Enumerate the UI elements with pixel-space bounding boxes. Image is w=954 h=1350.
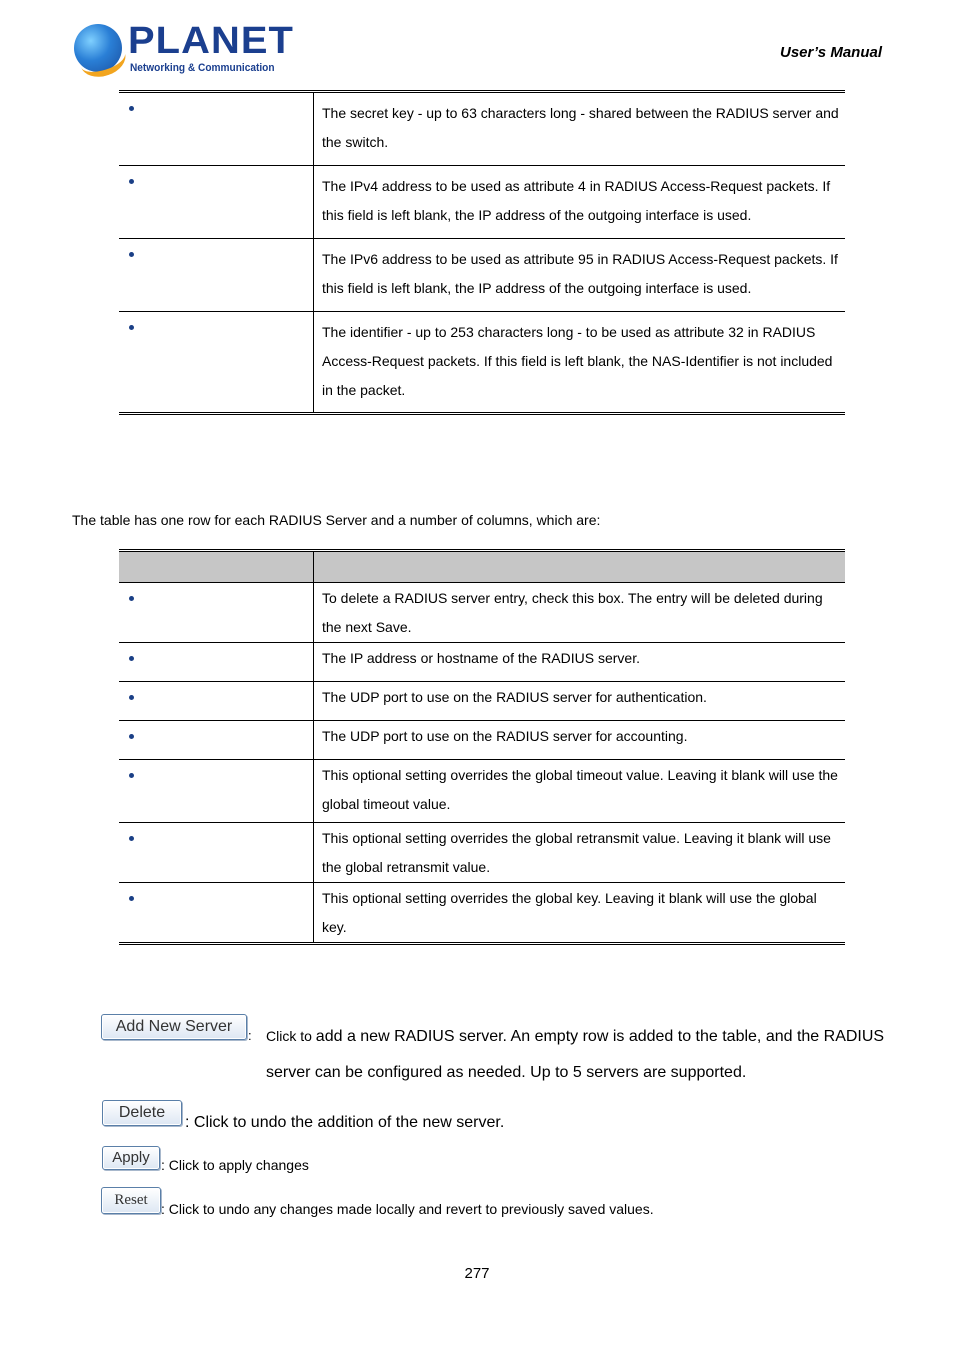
bullet-icon <box>129 656 134 661</box>
row-label-cell <box>119 312 314 414</box>
intro-text: The table has one row for each RADIUS Server and a number of columns, which are: <box>72 512 601 528</box>
bullet-icon <box>129 325 134 330</box>
table-row <box>119 239 845 312</box>
table-row <box>119 883 845 944</box>
bullet-icon <box>129 773 134 778</box>
header-description <box>314 551 846 583</box>
row-description: This optional setting overrides the global retransmit value. Leaving it blank will use the global retransmit value. <box>314 823 846 883</box>
parameter-table-1 <box>119 90 845 415</box>
row-description: The secret key - up to 63 characters long - shared between the RADIUS server and the switch. <box>314 92 846 166</box>
bullet-icon <box>129 896 134 901</box>
table-row <box>119 312 845 414</box>
table-row <box>119 643 845 682</box>
add-server-description-line1 <box>266 1028 884 1046</box>
add-server-description-line2: server can be configured as needed. Up to 5 servers are supported. <box>266 1064 747 1081</box>
bullet-icon <box>129 695 134 700</box>
table-row <box>119 721 845 760</box>
bullet-icon <box>129 734 134 739</box>
bullet-icon <box>129 179 134 184</box>
row-description: This optional setting overrides the global timeout value. Leaving it blank will use the global timeout value. <box>314 760 846 823</box>
row-label-cell <box>119 239 314 312</box>
server-columns-table <box>119 549 845 945</box>
bullet-icon <box>129 836 134 841</box>
row-label-cell <box>119 166 314 239</box>
row-label-cell <box>119 682 314 721</box>
add-desc-text: add a new RADIUS server. An empty row is added to the table, and the RADIUS <box>315 1028 885 1045</box>
row-label-cell <box>119 883 314 944</box>
bullet-icon <box>129 596 134 601</box>
page-number: 277 <box>464 1265 490 1282</box>
row-description: The IPv6 address to be used as attribute 95 in RADIUS Access-Request packets. If this field is left blank, the IP address of the outgoing interface is used. <box>314 239 846 312</box>
apply-description: : Click to apply changes <box>161 1157 309 1173</box>
table-row <box>119 682 845 721</box>
table-row <box>119 823 845 883</box>
add-colon: : <box>248 1028 252 1043</box>
row-label-cell <box>119 721 314 760</box>
row-description: This optional setting overrides the global key. Leaving it blank will use the global key. <box>314 883 846 944</box>
table-row <box>119 92 845 166</box>
add-desc-prefix: Click to <box>266 1028 316 1044</box>
row-description: The UDP port to use on the RADIUS server for accounting. <box>314 721 846 760</box>
row-label-cell <box>119 643 314 682</box>
table-row <box>119 760 845 823</box>
delete-button[interactable]: Delete <box>102 1100 182 1126</box>
table-row <box>119 583 845 643</box>
reset-description: : Click to undo any changes made locally and revert to previously saved values. <box>161 1201 654 1217</box>
table-row <box>119 166 845 239</box>
reset-button[interactable]: Reset <box>101 1187 161 1214</box>
table-header <box>119 551 845 583</box>
manual-label: User’s Manual <box>780 44 882 61</box>
logo-text: PLANET <box>128 20 294 62</box>
bullet-icon <box>129 106 134 111</box>
header-object <box>119 551 314 583</box>
row-description: To delete a RADIUS server entry, check this box. The entry will be deleted during the next Save. <box>314 583 846 643</box>
logo-subtitle: Networking & Communication <box>130 62 275 74</box>
row-label-cell <box>119 92 314 166</box>
row-label-cell <box>119 823 314 883</box>
add-new-server-button[interactable]: Add New Server <box>101 1014 247 1040</box>
delete-description: : Click to undo the addition of the new server. <box>185 1114 505 1131</box>
row-description: The IPv4 address to be used as attribute 4 in RADIUS Access-Request packets. If this field is left blank, the IP address of the outgoing interface is used. <box>314 166 846 239</box>
apply-button[interactable]: Apply <box>102 1146 160 1170</box>
bullet-icon <box>129 252 134 257</box>
row-label-cell <box>119 760 314 823</box>
row-label-cell <box>119 583 314 643</box>
row-description: The identifier - up to 253 characters long - to be used as attribute 32 in RADIUS Access-Request packets. If this field is left blank, the NAS-Identifier is not included in the packet. <box>314 312 846 414</box>
planet-logo <box>74 20 294 78</box>
row-description: The UDP port to use on the RADIUS server for authentication. <box>314 682 846 721</box>
row-description: The IP address or hostname of the RADIUS server. <box>314 643 846 682</box>
